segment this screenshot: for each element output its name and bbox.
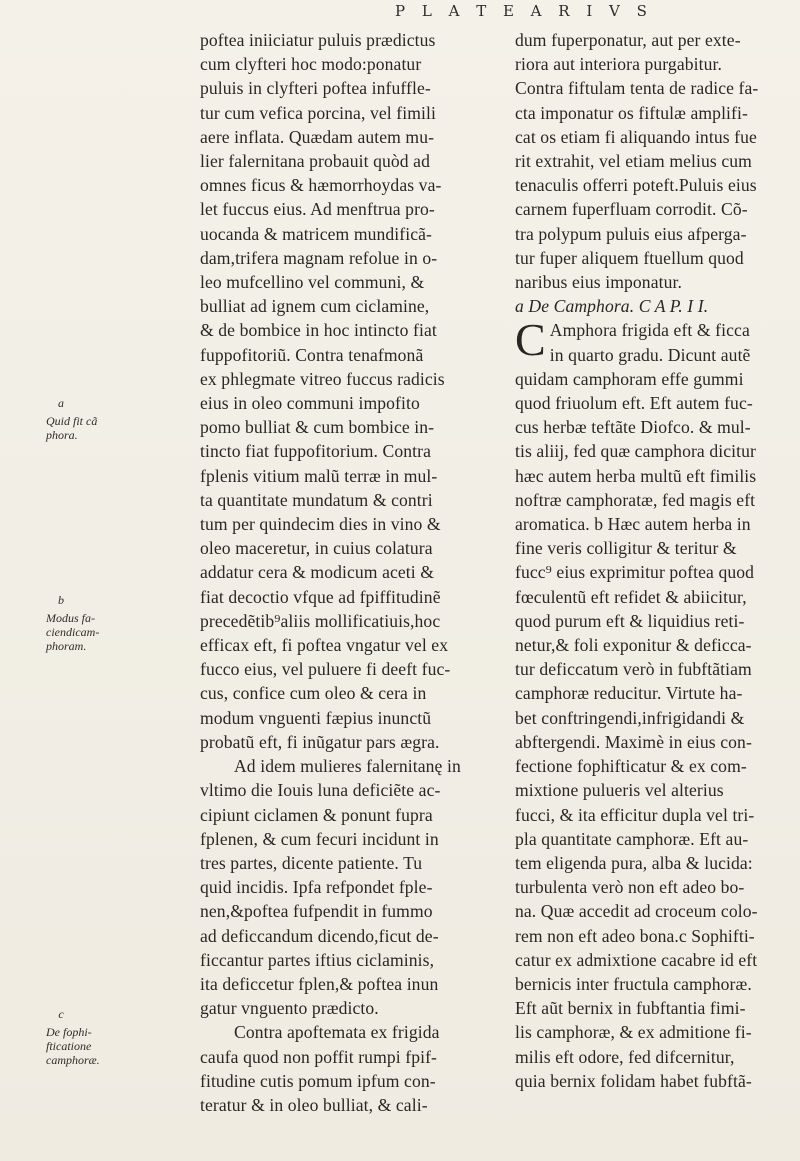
text-line: omnes ficus & hæmorrhoydas va-: [200, 175, 442, 196]
text-line: vltimo die Iouis luna deficiẽte ac-: [200, 780, 441, 801]
text-line: quid incidis. Ipfa refpondet fple-: [200, 877, 433, 898]
text-line: ta quantitate mundatum & contri: [200, 489, 433, 510]
text-line: fitudine cutis pomum ipfum con-: [200, 1070, 436, 1091]
text-line: cus herbæ teftãte Diofco. & mul-: [515, 417, 751, 438]
text-line: fucci, & ita efficitur dupla vel tri-: [515, 804, 755, 825]
text-line: milis eft odore, fed difcernitur,: [515, 1046, 735, 1067]
text-line: fplenis vitium malũ terræ in mul-: [200, 465, 438, 486]
text-line: nen,&poftea fufpendit in fummo: [200, 901, 433, 922]
text-line: tum per quindecim dies in vino &: [200, 514, 441, 535]
initial-lines: [515, 314, 800, 366]
drop-capital: C: [515, 314, 546, 366]
text-line: cum clyfteri hoc modo:ponatur: [200, 54, 422, 75]
text-line: quod friuolum eft. Eft autem fuc-: [515, 393, 753, 414]
text-line: poftea iniiciatur puluis prædictus: [200, 30, 436, 50]
text-line: modum vnguenti fæpius inunctũ: [200, 707, 432, 728]
text-line: dam,trifera magnam refolue in o-: [200, 247, 438, 268]
text-line: carnem fuperfluam corrodit. Cõ-: [515, 199, 748, 220]
text-line: naribus eius imponatur.: [515, 272, 682, 293]
right-column: [515, 28, 800, 1093]
text-line: Contra apoftemata ex frigida: [234, 1022, 440, 1043]
text-line: ita deficcetur fplen,& poftea inun: [200, 973, 439, 994]
text-line: noftræ camphoratæ, fed magis eft: [515, 489, 756, 510]
text-line: tur cum vefica porcina, vel fimili: [200, 102, 436, 123]
text-line: gatur vnguento prædicto.: [200, 998, 379, 1019]
text-line: caufa quod non poffit rumpi fpif-: [200, 1046, 438, 1067]
text-line: fuppofitoriũ. Contra tenafmonã: [200, 344, 424, 365]
text-line: cipiunt ciclamen & ponunt fupra: [200, 804, 433, 825]
text-line: pla quantitate camphoræ. Eft au-: [515, 828, 749, 849]
text-line: mixtione pulueris vel alterius: [515, 780, 724, 801]
text-line: eius in oleo communi impofito: [200, 393, 420, 414]
text-line: aromatica. b Hæc autem herba in: [515, 514, 751, 535]
text-line: fucc⁹ eius exprimitur poftea quod: [515, 562, 755, 583]
right-column-top: [515, 28, 800, 294]
margin-note-c: [46, 1007, 116, 1067]
text-line: Amphora frigida eft & ficca: [549, 320, 750, 341]
text-line: tra polypum puluis eius afperga-: [515, 223, 747, 244]
text-line: na. Quæ accedit ad croceum colo-: [515, 901, 758, 922]
text-line: fplenen, & cum fecuri incidunt in: [200, 828, 439, 849]
text-line: abftergendi. Maximè in eius con-: [515, 731, 752, 752]
left-column: [200, 28, 490, 1117]
text-line: fiat decoctio vfque ad fpiffitudinẽ: [200, 586, 441, 607]
margin-note-letter: b: [58, 593, 64, 607]
text-line: Ad idem mulieres falernitanę in: [234, 756, 461, 777]
margin-note-letter: c: [58, 1007, 64, 1021]
text-line: tem eligenda pura, alba & lucida:: [515, 852, 753, 873]
text-line: lis camphoræ, & ex admitione fi-: [515, 1022, 752, 1043]
text-line: tis aliij, fed quæ camphora dicitur: [515, 441, 756, 462]
text-line: Contra fiftulam tenta de radice fa-: [515, 78, 759, 99]
chapter-title: De Camphora. C A P. I I.: [528, 296, 709, 317]
text-line: leo mufcellino vel communi, &: [200, 272, 425, 293]
text-line: rit extrahit, vel etiam melius cum: [515, 151, 752, 172]
text-line: hæc autem herba multũ eft fimilis: [515, 465, 757, 486]
text-line: camphoræ reducitur. Virtute ha-: [515, 683, 743, 704]
text-line: ad deficcandum dicendo,ficut de-: [200, 925, 439, 946]
text-line: ex phlegmate vitreo fuccus radicis: [200, 368, 445, 389]
text-line: cta imponatur os fiftulæ amplifi-: [515, 102, 748, 123]
text-line: riora aut interiora purgabitur.: [515, 54, 722, 75]
text-line: tres partes, dicente patiente. Tu: [200, 852, 423, 873]
text-line: cus, confice cum oleo & cera in: [200, 683, 427, 704]
text-line: & de bombice in hoc intincto fiat: [200, 320, 437, 341]
chapter-marker: a: [515, 296, 524, 317]
right-column-rest: [515, 367, 800, 1093]
text-line: ficcantur partes iftius ciclaminis,: [200, 949, 435, 970]
margin-note-letter: a: [58, 396, 64, 410]
text-line: pomo bulliat & cum bombice in-: [200, 417, 435, 438]
text-line: rem non eft adeo bona.c Sophifti-: [515, 925, 755, 946]
running-header: P L A T E A R I V S: [395, 2, 653, 20]
text-line: uocanda & matricem mundificã-: [200, 223, 433, 244]
chapter-heading: [515, 294, 800, 318]
text-line: netur,& foli exponitur & deficca-: [515, 635, 752, 656]
text-line: fectione fophifticatur & ex com-: [515, 756, 747, 777]
text-line: quidam camphoram effe gummi: [515, 368, 744, 389]
text-line: tenaculis offerri poteft.Puluis eius: [515, 175, 757, 196]
text-line: catur ex admixtione cacabre id eft: [515, 949, 758, 970]
text-line: tincto fiat fuppofitorium. Contra: [200, 441, 431, 462]
text-line: in quarto gradu. Dicunt autẽ: [549, 344, 751, 365]
text-line: fucco eius, vel puluere fi deeft fuc-: [200, 659, 451, 680]
text-line: bernicis inter fructula camphoræ.: [515, 973, 752, 994]
text-line: dum fuperponatur, aut per exte-: [515, 30, 741, 50]
text-line: probatũ eft, fi inũgatur pars ægra.: [200, 731, 440, 752]
text-line: tur fuper aliquem ftuellum quod: [515, 247, 744, 268]
text-line: quia bernix folidam habet fubftã-: [515, 1070, 752, 1091]
text-line: let fuccus eius. Ad menftrua pro-: [200, 199, 435, 220]
margin-note-text: De fophi-fticatione camphoræ.: [46, 1025, 100, 1067]
text-line: efficax eft, fi poftea vngatur vel ex: [200, 635, 449, 656]
text-line: turbulenta verò non eft adeo bo-: [515, 877, 745, 898]
text-line: precedẽtib⁹aliis mollificatiuis,hoc: [200, 610, 441, 631]
text-line: cat os etiam fi aliquando intus fue: [515, 126, 757, 147]
margin-note-text: Modus fa-ciendicam-phoram.: [46, 611, 100, 653]
text-line: fœculentũ eft refidet & abiicitur,: [515, 586, 747, 607]
margin-note-a: [46, 396, 116, 442]
text-line: puluis in clyfteri poftea infuffle-: [200, 78, 431, 99]
text-line: bet conftringendi,infrigidandi &: [515, 707, 745, 728]
text-line: teratur & in oleo bulliat, & cali-: [200, 1094, 428, 1115]
text-line: lier falernitana probauit quòd ad: [200, 151, 430, 172]
text-line: addatur cera & modicum aceti &: [200, 562, 435, 583]
margin-note-b: [46, 593, 116, 653]
text-line: quod purum eft & liquidius reti-: [515, 610, 745, 631]
text-line: aere inflata. Quædam autem mu-: [200, 126, 435, 147]
chapter-opening: [515, 314, 800, 366]
text-line: oleo maceretur, in cuius colatura: [200, 538, 433, 559]
text-line: bulliat ad ignem cum ciclamine,: [200, 296, 430, 317]
text-line: Eft aũt bernix in fubftantia fimi-: [515, 998, 746, 1019]
margin-note-text: Quid fit cã phora.: [46, 414, 98, 442]
text-line: tur deficcatum verò in fubftãtiam: [515, 659, 752, 680]
text-line: fine veris colligitur & teritur &: [515, 538, 737, 559]
